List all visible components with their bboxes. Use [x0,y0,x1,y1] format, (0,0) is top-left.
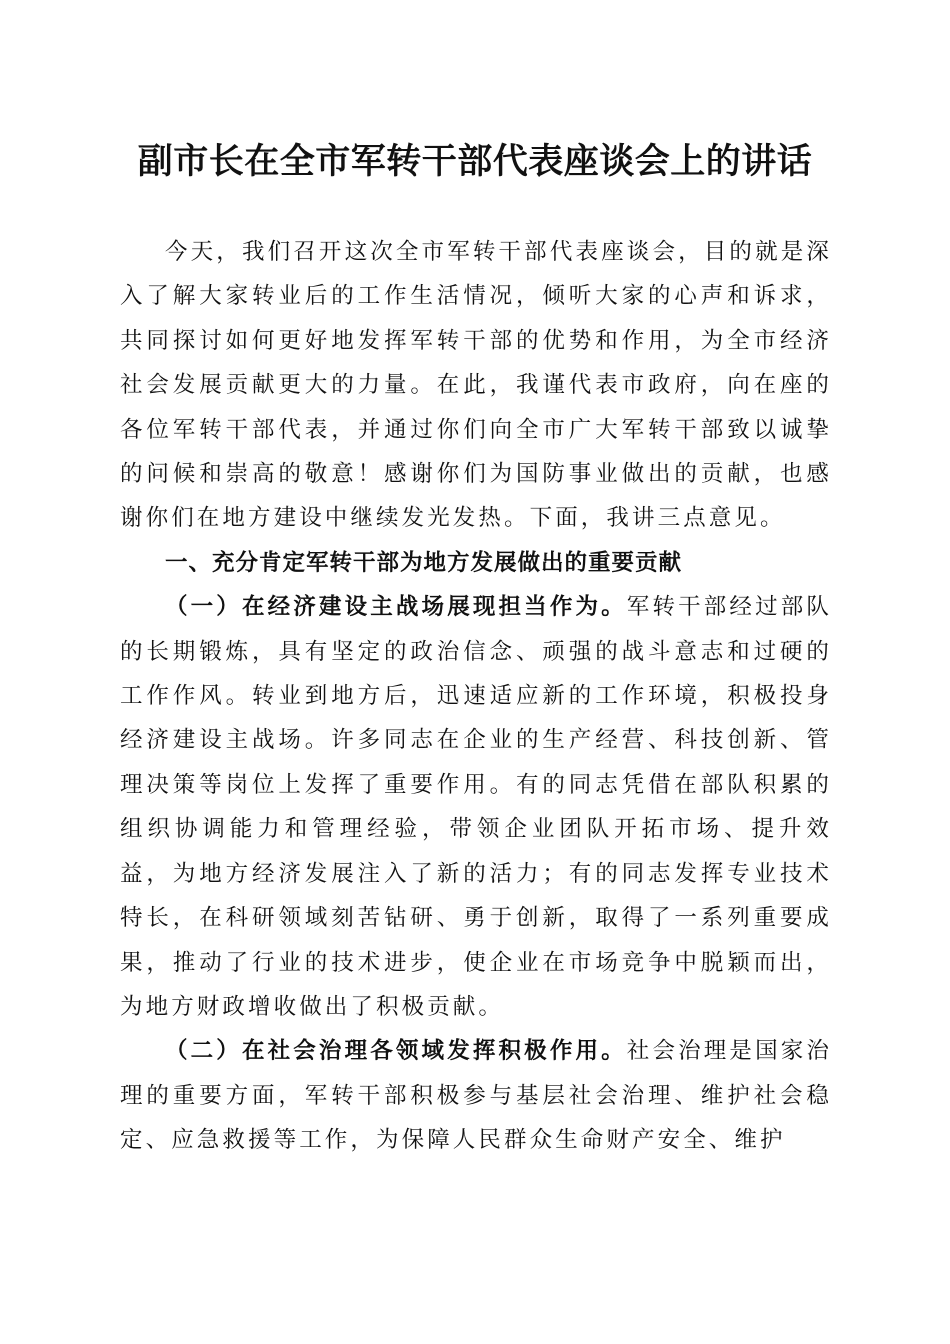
section-1-heading: 一、充分肯定军转干部为地方发展做出的重要贡献 [165,549,683,576]
document-body [120,230,832,1163]
subsection-2-heading: （二）在社会治理各领域发挥积极作用。 [165,1038,627,1065]
subsection-1-heading: （一）在经济建设主战场展现担当作为。 [165,594,627,621]
subsection-2-text: 社会治理是国家治理的重要方面，军转干部积极参与基层社会治理、维护社会稳定、应急救援等工作，为保障人民群众生命财产安全、维护 [120,1038,832,1154]
subsection-1-text: 军转干部经过部队的长期锻炼，具有坚定的政治信念、顽强的战斗意志和过硬的工作作风。转业到地方后，迅速适应新的工作环境，积极投身经济建设主战场。许多同志在企业的生产经营、科技创新、管理决策等岗位上发挥了重要作用。有的同志凭借在部队积累的组织协调能力和管理经验，带领企业团队开拓市场、提升效益，为地方经济发展注入了新的活力；有的同志发挥专业技术特长，在科研领域刻苦钻研、勇于创新，取得了一系列重要成果，推动了行业的技术进步，使企业在市场竞争中脱颖而出，为地方财政增收做出了积极贡献。 [120,594,832,1020]
subsection-1-paragraph [120,585,832,1029]
subsection-2-paragraph [120,1029,832,1162]
document-title: 副市长在全市军转干部代表座谈会上的讲话 [137,141,813,182]
intro-paragraph: 今天，我们召开这次全市军转干部代表座谈会，目的就是深入了解大家转业后的工作生活情况，倾听大家的心声和诉求，共同探讨如何更好地发挥军转干部的优势和作用，为全市经济社会发展贡献更大的力量。在此，我谨代表市政府，向在座的各位军转干部代表，并通过你们向全市广大军转干部致以诚挚的问候和崇高的敬意！感谢你们为国防事业做出的贡献，也感谢你们在地方建设中继续发光发热。下面，我讲三点意见。 [120,239,832,532]
